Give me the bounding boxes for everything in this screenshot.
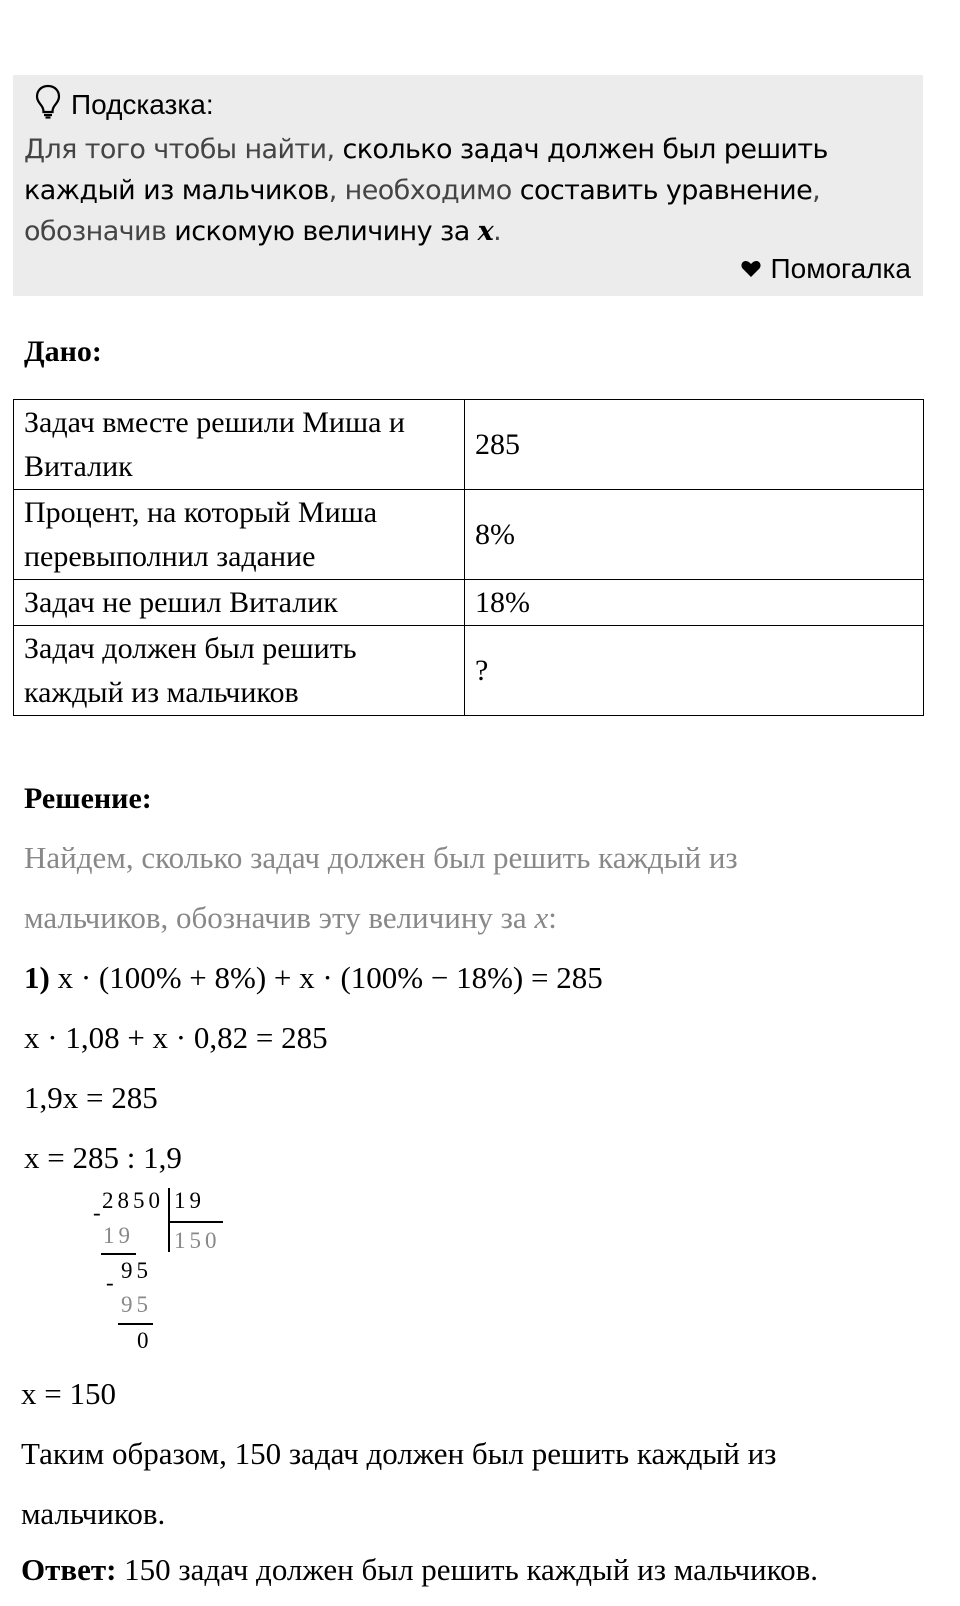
division-underline (101, 1253, 136, 1255)
hint-title-text: Подсказка: (71, 88, 214, 120)
equation-5: x = 150 (21, 1376, 116, 1411)
division-minus: - (106, 1270, 118, 1295)
hint-box (13, 75, 923, 296)
hint-bold-part: сколько задач должен был решить каждый из мальчиков (24, 134, 828, 206)
table-cell-label: Задач должен был решить каждый из мальчиков (14, 626, 465, 716)
hint-text-part: , необходимо (328, 175, 520, 206)
hint-text-part: Для того чтобы найти, (24, 134, 343, 165)
division-vertical-line (168, 1188, 170, 1252)
division-divisor-line (168, 1221, 223, 1223)
step-number: 1) (24, 960, 50, 995)
equation-4: x = 285 : 1,9 (24, 1140, 182, 1175)
answer (21, 1552, 818, 1588)
brand-name: Помогалка (770, 253, 911, 284)
division-underline (118, 1323, 153, 1325)
intro-text: мальчиков, обозначив эту величину за (24, 900, 535, 935)
given-heading: Дано: (24, 335, 102, 368)
equation-3: 1,9x = 285 (24, 1080, 158, 1115)
table-cell-label: Задач вместе решили Миша и Виталик (14, 400, 465, 490)
table-cell-value: 8% (465, 490, 924, 580)
solution-intro-line1: Найдем, сколько задач должен был решить каждый из (24, 840, 738, 875)
division-minus: - (93, 1200, 105, 1225)
division-dividend: 2850 (102, 1188, 164, 1213)
heart-icon (741, 253, 761, 285)
division-divisor: 19 (174, 1188, 205, 1213)
table-cell-value: 285 (465, 400, 924, 490)
table-row (14, 626, 924, 716)
hint-text-part: , обозначив (24, 175, 821, 247)
hint-text (24, 129, 914, 252)
division-sub2: 95 (121, 1292, 152, 1317)
table-row (14, 400, 924, 490)
lightbulb-icon (33, 83, 63, 126)
hint-variable: x (477, 216, 494, 247)
solution-heading: Решение: (24, 782, 152, 815)
answer-text: 150 задач должен был решить каждый из мальчиков. (116, 1552, 818, 1587)
conclusion-line1: Таким образом, 150 задач должен был решить каждый из (21, 1436, 777, 1471)
answer-label: Ответ: (21, 1552, 117, 1587)
table-cell-value: 18% (465, 580, 924, 626)
conclusion-line2: мальчиков. (21, 1496, 166, 1531)
equation-1 (24, 960, 603, 996)
intro-colon: : (548, 900, 557, 935)
hint-bold-part: составить уравнение (519, 175, 813, 206)
given-table (13, 399, 924, 716)
hint-bold-part: искомую величину за (174, 216, 478, 247)
table-row (14, 490, 924, 580)
equation-2: x · 1,08 + x · 0,82 = 285 (24, 1020, 328, 1055)
table-cell-label: Процент, на который Миша перевыполнил задание (14, 490, 465, 580)
table-cell-value: ? (465, 626, 924, 716)
division-rem1: 95 (121, 1258, 152, 1283)
intro-variable: x (534, 900, 549, 935)
division-sub1: 19 (103, 1223, 134, 1248)
division-rem2: 0 (137, 1328, 153, 1353)
table-cell-label: Задач не решил Виталик (14, 580, 465, 626)
equation-text: x · (100% + 8%) + x · (100% − 18%) = 285 (57, 960, 603, 995)
hint-title (33, 83, 214, 126)
division-quotient: 150 (174, 1228, 221, 1253)
hint-text-part: . (493, 216, 502, 247)
brand (741, 253, 911, 285)
table-row (14, 580, 924, 626)
solution-intro-line2 (24, 900, 557, 936)
